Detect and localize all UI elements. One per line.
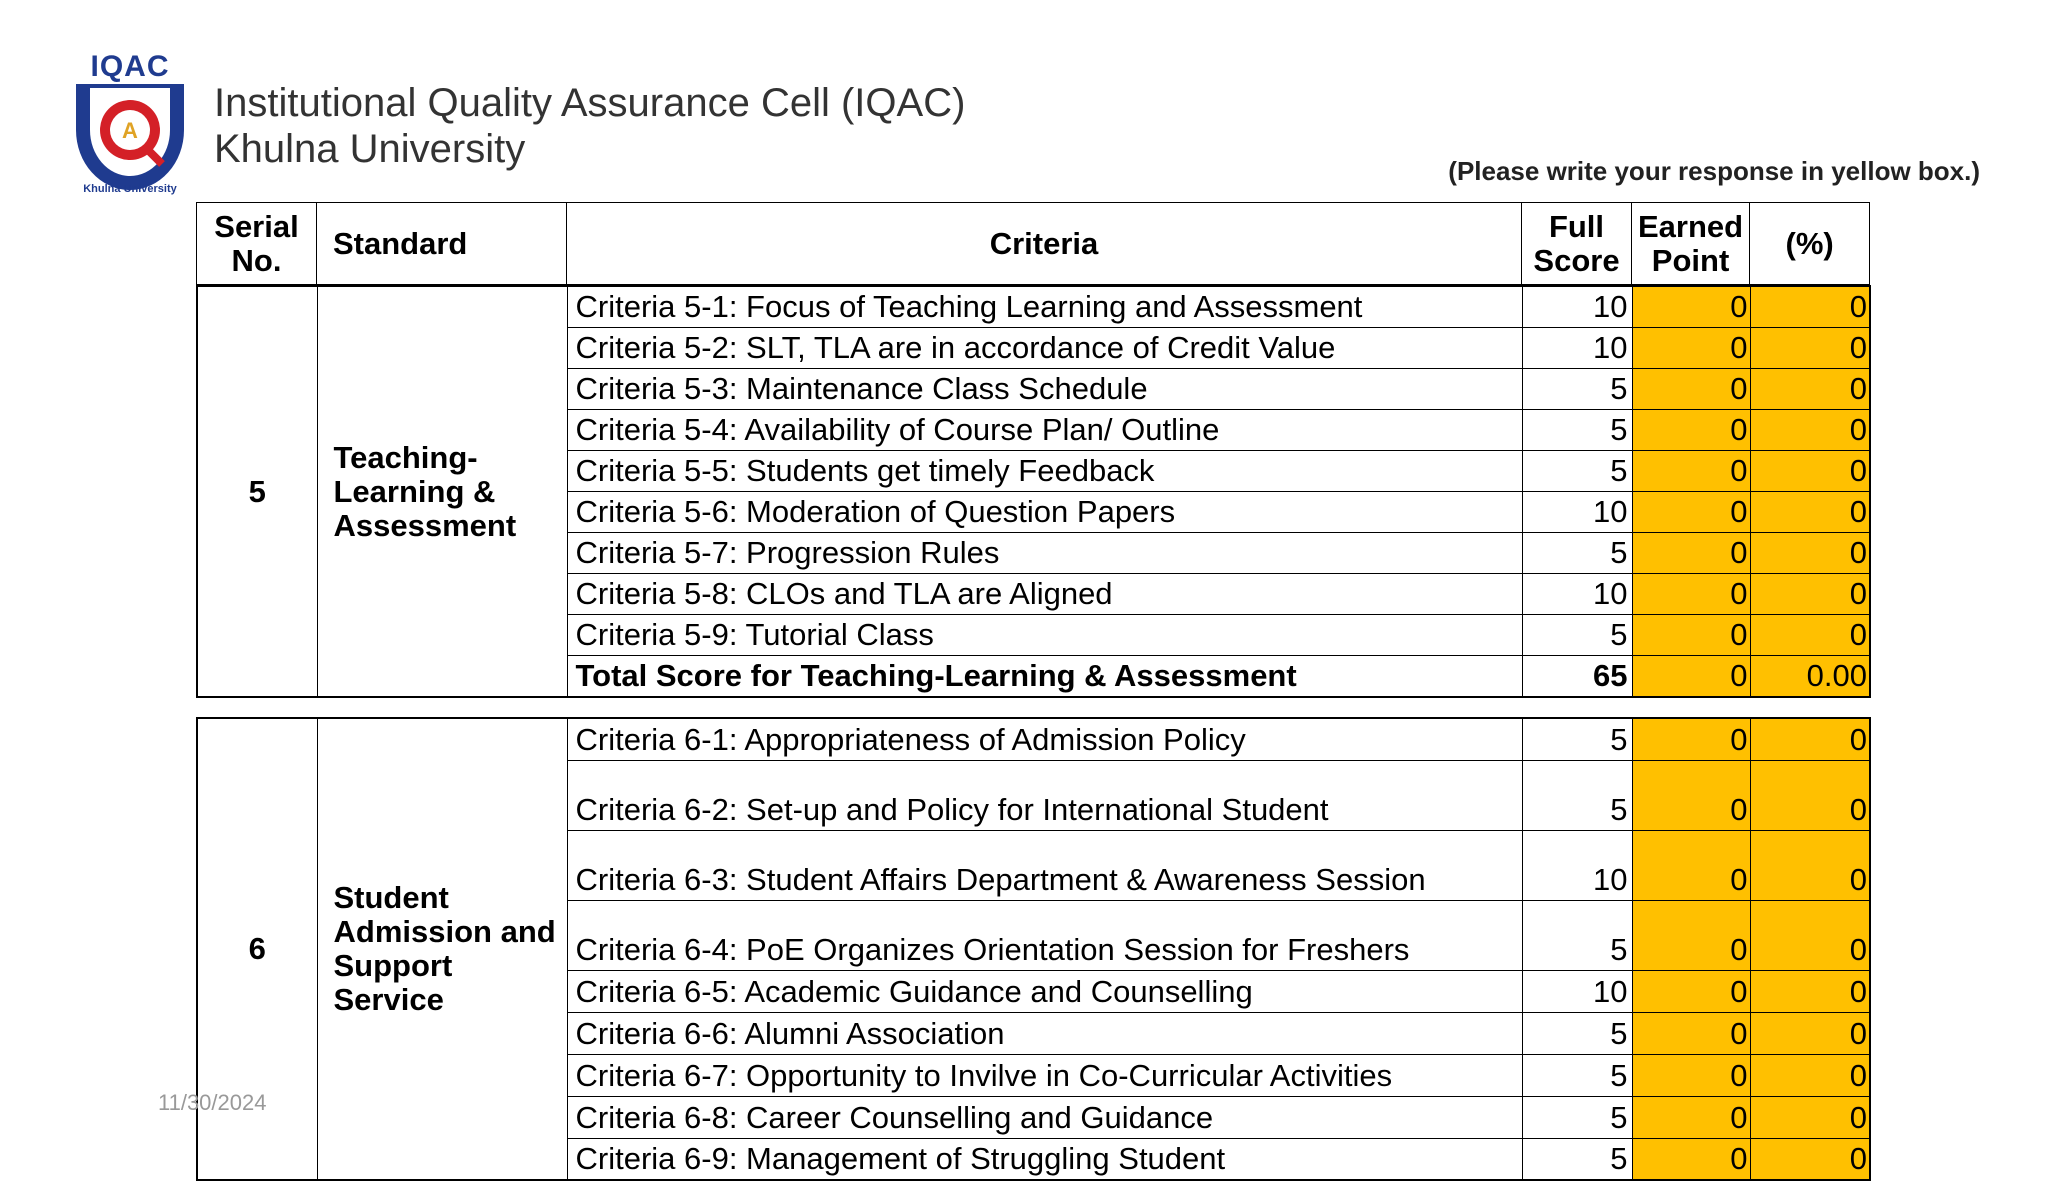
section-serial: 5 [197,286,317,697]
full-score-cell: 10 [1522,574,1632,615]
percent-cell: 0 [1750,615,1870,656]
table-row [197,286,1870,328]
criteria-cell: Criteria 6-7: Opportunity to Invilve in Co-Curricular Activities [567,1054,1522,1096]
full-score-cell: 5 [1522,1054,1632,1096]
percent-cell: 0 [1750,900,1870,970]
full-score-cell: 5 [1522,369,1632,410]
full-score-cell: 5 [1522,718,1632,760]
percent-cell: 0 [1750,369,1870,410]
full-score-cell: 5 [1522,1138,1632,1180]
header-title: Institutional Quality Assurance Cell (IQAC) [214,81,966,125]
iqac-logo [70,50,190,200]
earned-point-input[interactable]: 0 [1632,286,1750,328]
logo-ring-text: Khulna University [83,183,177,195]
full-score-cell: 5 [1522,1012,1632,1054]
full-score-cell: 10 [1522,492,1632,533]
earned-point-input[interactable]: 0 [1632,451,1750,492]
earned-point-input[interactable]: 0 [1632,328,1750,369]
percent-cell: 0 [1750,533,1870,574]
earned-point-input[interactable]: 0 [1632,1096,1750,1138]
earned-point-input[interactable]: 0 [1632,1138,1750,1180]
criteria-cell: Criteria 6-4: PoE Organizes Orientation Session for Freshers [567,900,1522,970]
percent-cell: 0 [1750,328,1870,369]
full-score-cell: 10 [1522,328,1632,369]
criteria-cell: Criteria 6-2: Set-up and Policy for International Student [567,760,1522,830]
col-earned-point: Earned Point [1632,203,1750,285]
earned-point-input[interactable]: 0 [1632,760,1750,830]
col-serial: Serial No. [197,203,317,285]
criteria-cell: Criteria 6-6: Alumni Association [567,1012,1522,1054]
earned-point-input[interactable]: 0 [1632,1012,1750,1054]
svg-text:A: A [122,118,138,143]
slide-date: 11/30/2024 [158,1090,267,1115]
criteria-cell: Criteria 5-7: Progression Rules [567,533,1522,574]
earned-point-input[interactable]: 0 [1632,615,1750,656]
criteria-cell: Criteria 6-9: Management of Struggling Student [567,1138,1522,1180]
percent-cell: 0 [1750,286,1870,328]
full-score-cell: 10 [1522,970,1632,1012]
full-score-cell: 10 [1522,286,1632,328]
percent-cell: 0 [1750,830,1870,900]
earned-point-input[interactable]: 0 [1632,900,1750,970]
instruction-note: (Please write your response in yellow box.) [1448,156,1980,186]
criteria-cell: Criteria 5-8: CLOs and TLA are Aligned [567,574,1522,615]
percent-cell: 0 [1750,1012,1870,1054]
table-row [197,718,1870,760]
total-earned-point: 0 [1632,656,1750,698]
earned-point-input[interactable]: 0 [1632,574,1750,615]
section-6-table [196,717,1871,1181]
criteria-cell: Criteria 5-6: Moderation of Question Papers [567,492,1522,533]
section-serial: 6 [197,718,317,1180]
earned-point-input[interactable]: 0 [1632,970,1750,1012]
percent-cell: 0 [1750,574,1870,615]
percent-cell: 0 [1750,718,1870,760]
percent-cell: 0 [1750,760,1870,830]
percent-cell: 0 [1750,451,1870,492]
col-criteria: Criteria [567,203,1522,285]
percent-cell: 0 [1750,970,1870,1012]
criteria-cell: Criteria 5-2: SLT, TLA are in accordance of Credit Value [567,328,1522,369]
criteria-cell: Criteria 5-1: Focus of Teaching Learning and Assessment [567,286,1522,328]
percent-cell: 0 [1750,410,1870,451]
logo-text-iqac: IQAC [90,50,170,83]
percent-cell: 0 [1750,1096,1870,1138]
earned-point-input[interactable]: 0 [1632,410,1750,451]
percent-cell: 0 [1750,492,1870,533]
table-header [196,202,1870,285]
full-score-cell: 5 [1522,615,1632,656]
earned-point-input[interactable]: 0 [1632,369,1750,410]
full-score-cell: 5 [1522,1096,1632,1138]
criteria-cell: Criteria 6-1: Appropriateness of Admission Policy [567,718,1522,760]
percent-cell: 0 [1750,1138,1870,1180]
section-standard: Teaching-Learning & Assessment [317,286,567,697]
criteria-cell: Criteria 5-5: Students get timely Feedback [567,451,1522,492]
earned-point-input[interactable]: 0 [1632,830,1750,900]
full-score-cell: 5 [1522,760,1632,830]
total-full-score: 65 [1522,656,1632,698]
col-full-score: Full Score [1522,203,1632,285]
criteria-cell: Criteria 5-4: Availability of Course Plan/ Outline [567,410,1522,451]
percent-cell: 0 [1750,1054,1870,1096]
col-standard: Standard [317,203,567,285]
criteria-cell: Criteria 5-3: Maintenance Class Schedule [567,369,1522,410]
total-percent: 0.00 [1750,656,1870,698]
col-percent: (%) [1750,203,1870,285]
criteria-cell: Criteria 6-5: Academic Guidance and Counselling [567,970,1522,1012]
earned-point-input[interactable]: 0 [1632,533,1750,574]
earned-point-input[interactable]: 0 [1632,492,1750,533]
header-subtitle: Khulna University [214,127,526,171]
full-score-cell: 5 [1522,410,1632,451]
full-score-cell: 5 [1522,900,1632,970]
total-label: Total Score for Teaching-Learning & Assessment [567,656,1522,698]
full-score-cell: 5 [1522,533,1632,574]
section-5-table [196,285,1871,698]
full-score-cell: 10 [1522,830,1632,900]
criteria-cell: Criteria 6-8: Career Counselling and Guidance [567,1096,1522,1138]
criteria-cell: Criteria 5-9: Tutorial Class [567,615,1522,656]
earned-point-input[interactable]: 0 [1632,718,1750,760]
section-standard: Student Admission and Support Service [317,718,567,1180]
full-score-cell: 5 [1522,451,1632,492]
criteria-cell: Criteria 6-3: Student Affairs Department & Awareness Session [567,830,1522,900]
earned-point-input[interactable]: 0 [1632,1054,1750,1096]
